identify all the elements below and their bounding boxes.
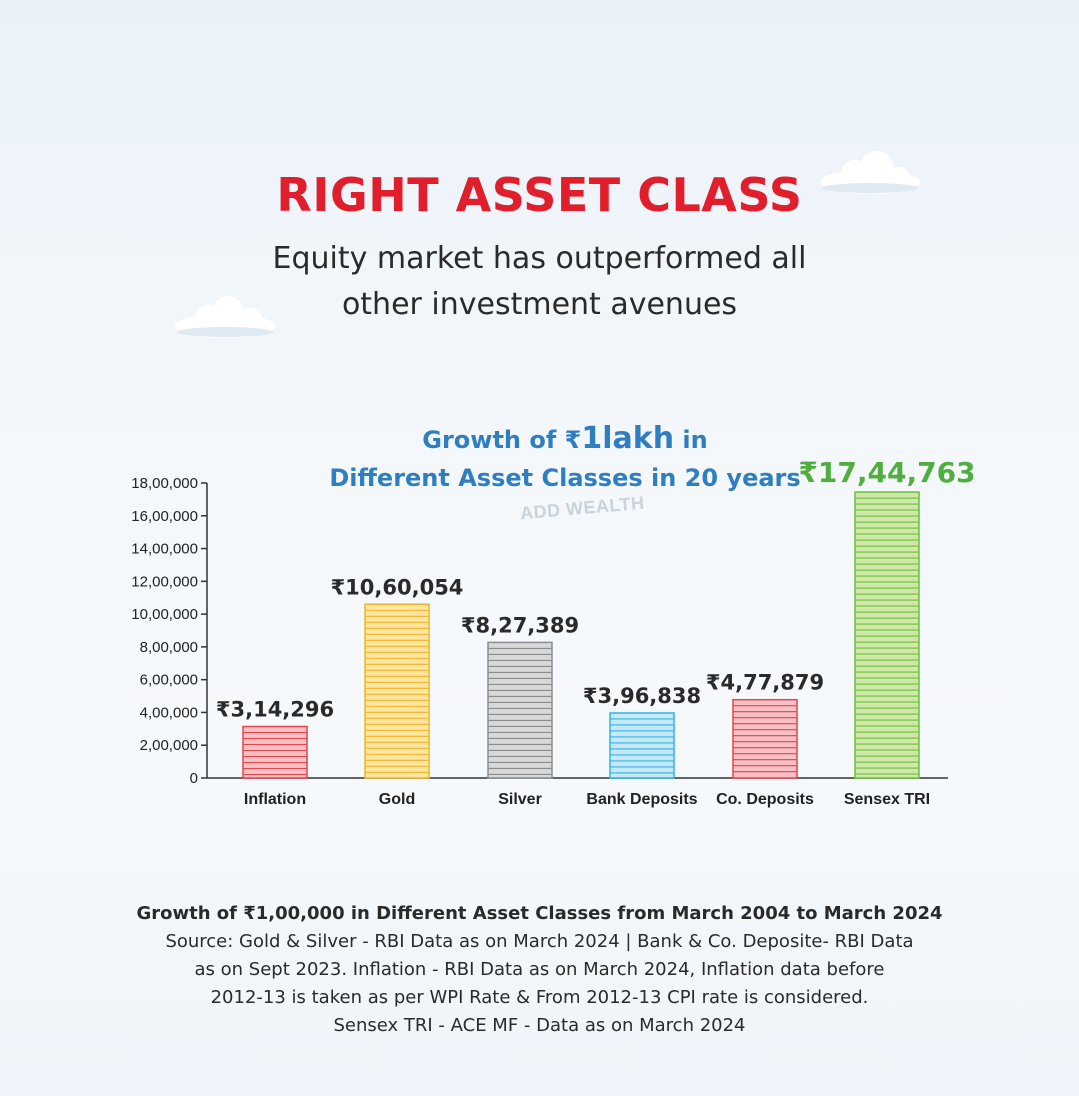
y-tick-label: 8,00,000 <box>139 638 198 656</box>
data-label: ₹3,14,296 <box>215 697 335 722</box>
y-tick-label: 0 <box>189 770 198 787</box>
chart-title-prefix: Growth of <box>422 426 565 454</box>
footer-notes <box>0 900 1079 1040</box>
y-tick-label: 18,00,000 <box>131 475 198 492</box>
y-tick-label: 12,00,000 <box>131 573 198 591</box>
subtitle-line: Equity market has outperformed all <box>272 241 807 276</box>
footer-title: Growth of ₹1,00,000 in Different Asset Classes from March 2004 to March 2024 <box>136 903 943 924</box>
x-tick-label: Bank Deposits <box>586 791 698 808</box>
chart-title-line: Different Asset Classes in 20 years <box>329 464 801 492</box>
rupee-symbol: ₹ <box>564 426 582 454</box>
x-tick-label: Sensex TRI <box>843 791 931 808</box>
data-label: ₹10,60,054 <box>330 575 464 600</box>
footer-line: 2012-13 is taken as per WPI Rate & From 2012-13 CPI rate is considered. <box>210 987 869 1008</box>
chart-title-suffix: in <box>674 426 708 454</box>
x-tick-label: Silver <box>498 791 542 808</box>
bar <box>855 492 919 778</box>
x-tick-label: Co. Deposits <box>716 791 814 808</box>
bar <box>243 726 307 778</box>
footer-line: Source: Gold & Silver - RBI Data as on March 2024 | Bank & Co. Deposite- RBI Data <box>165 931 914 952</box>
y-tick-label: 4,00,000 <box>139 704 198 722</box>
page-title: RIGHT ASSET CLASS <box>276 168 803 222</box>
footer-line: as on Sept 2023. Inflation - RBI Data as on March 2024, Inflation data before <box>194 959 885 980</box>
bar <box>610 713 674 778</box>
y-tick-label: 10,00,000 <box>131 606 198 624</box>
x-tick-label: Gold <box>378 791 416 808</box>
bar <box>488 642 552 778</box>
y-tick-label: 16,00,000 <box>131 507 198 525</box>
data-label: ₹17,44,763 <box>798 456 976 490</box>
watermark: ADD WEALTH <box>519 492 646 524</box>
data-label: ₹8,27,389 <box>460 613 580 638</box>
data-label: ₹4,77,879 <box>705 670 825 695</box>
footer-line: Sensex TRI - ACE MF - Data as on March 2024 <box>333 1015 746 1036</box>
chart-title-amount: 1lakh <box>581 421 675 456</box>
y-tick-label: 2,00,000 <box>139 737 198 755</box>
y-tick-label: 14,00,000 <box>131 540 198 558</box>
y-tick-label: 6,00,000 <box>139 671 198 689</box>
x-tick-label: Inflation <box>243 791 307 808</box>
subtitle-line: other investment avenues <box>341 287 738 322</box>
bar <box>365 604 429 778</box>
data-label: ₹3,96,838 <box>582 683 702 708</box>
